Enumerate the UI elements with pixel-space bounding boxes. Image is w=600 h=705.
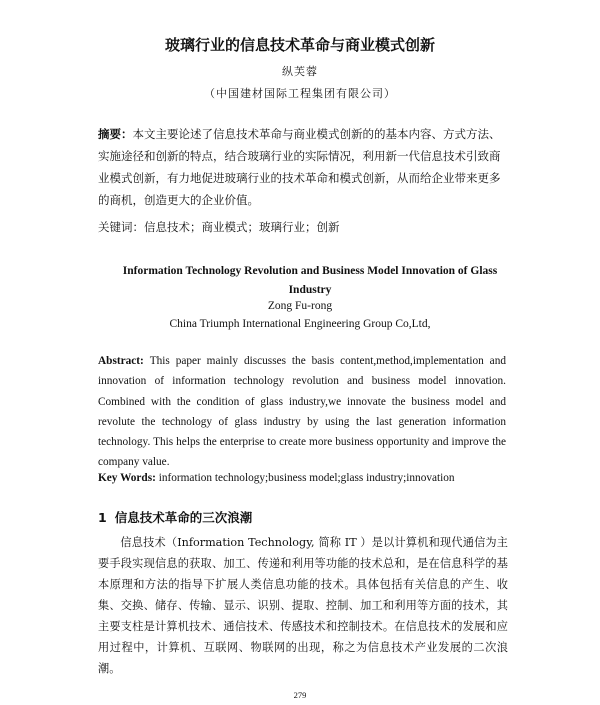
english-keywords-label: Key Words:	[98, 472, 156, 484]
chinese-abstract-text: 本文主要论述了信息技术革命与商业模式创新的的基本内容、方式方法、实施途径和创新的特点，结合玻璃行业的实际情况，利用新一代信息技术引致商业模式创新，有力地促进玻璃行业的技术革命和模式创新，从而给企业带来更多的商机，创造更大的企业价值。	[98, 127, 501, 207]
english-keywords	[98, 470, 508, 486]
page-number: 279	[293, 690, 307, 700]
english-title: Information Technology Revolution and Business Model Innovation of Glass Industry	[122, 265, 498, 296]
chinese-keywords	[98, 218, 508, 236]
section-paragraph: 信息技术（Information Technology, 简称 IT ）是以计算机和现代通信为主要手段实现信息的获取、加工、传递和利用等功能的技术总和，是在信息科学的基本原理和方法的指导下扩展人类信息功能的技术。具体包括有关信息的产生、收集、交换、储存、传输、显示、识别、提取、控制、加工和利用等方面的技术，其主要支柱是计算机技术、通信技术、传感技术和控制技术。在信息技术的发展和应用过程中，计算机、互联网、物联网的出现，称之为信息技术产业发展的二次浪潮。	[98, 536, 508, 675]
chinese-affiliation: （中国建材国际工程集团有限公司）	[204, 87, 396, 100]
chinese-keywords-text: 信息技术；商业模式；玻璃行业；创新	[144, 220, 340, 234]
chinese-abstract-label: 摘要：	[98, 127, 133, 141]
english-keywords-text: information technology;business model;glass industry;innovation	[158, 472, 455, 484]
chinese-abstract	[98, 123, 508, 211]
chinese-author: 纵芙蓉	[282, 65, 318, 78]
english-abstract-text: This paper mainly discusses the basis content,method,implementation and innovation of information technology revolution and business model innovation. Combined with the condition of glass industry,we innovate the business model and revolute the technology of glass industry by using the last generation information technology. This helps the enterprise to create more business opportunity and improve the company value.	[98, 355, 506, 469]
chinese-keywords-label: 关键词：	[98, 220, 144, 234]
english-abstract	[98, 351, 506, 473]
chinese-title: 玻璃行业的信息技术革命与商业模式创新	[164, 36, 435, 54]
section-number: 1	[98, 510, 107, 525]
section-body	[98, 532, 508, 679]
english-affiliation: China Triumph International Engineering Group Co,Ltd,	[169, 318, 431, 330]
section-title: 信息技术革命的三次浪潮	[114, 510, 253, 525]
english-abstract-label: Abstract:	[98, 355, 144, 367]
english-author: Zong Fu-rong	[267, 300, 333, 312]
section-heading	[98, 508, 508, 526]
